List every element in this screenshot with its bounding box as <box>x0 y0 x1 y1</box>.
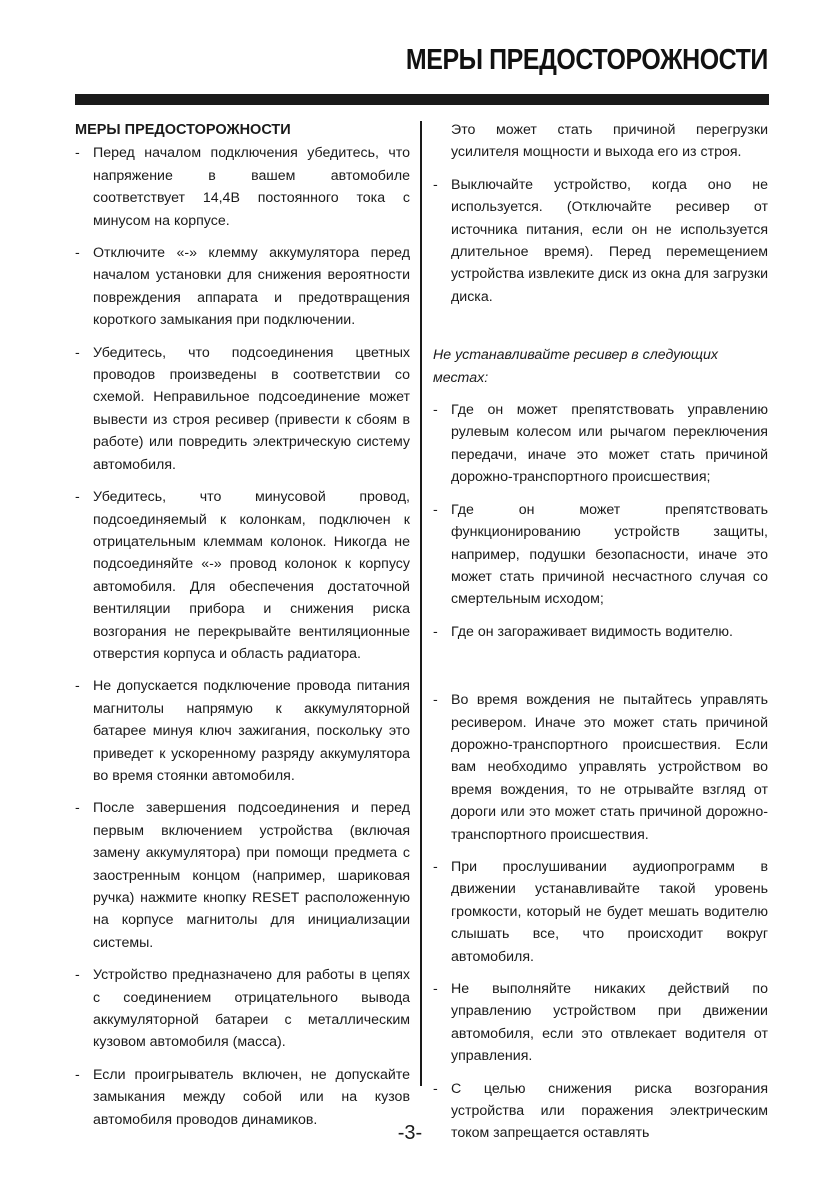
list-item: - Где он может препятствовать управлению рулевым колесом или рычагом переключения передачи, иначе это может стать причиной дорожно-транспортного происшествия; <box>433 399 768 489</box>
list-item: - Устройство предназначено для работы в цепях с соединением отрицательного вывода аккумуляторной батареи с металлическим кузовом автомобиля (масса). <box>75 964 410 1054</box>
list-item: - Если проигрыватель включен, не допускайте замыкания между собой или на кузов автомобиля проводов динамиков. <box>75 1064 410 1131</box>
list-item: - Убедитесь, что минусовой провод, подсоединяемый к колонкам, подключен к отрицательным клеммам колонок. Никогда не подсоединяйте «-» провод колонок к корпусу автомобиля. Для обеспечения достаточной вентиляции прибора и снижения риска возгорания не перекрывайте вентиляционные отверстия корпуса и область радиатора. <box>75 486 410 665</box>
list-item: - Отключите «-» клемму аккумулятора перед началом установки для снижения вероятности повреждения аппарата и предотвращения короткого замыкания при подключении. <box>75 242 410 332</box>
subheading: Не устанавливайте ресивер в следующих местах: <box>433 347 718 386</box>
right-column <box>433 119 768 1155</box>
list-item: - При прослушивании аудиопрограмм в движении устанавливайте такой уровень громкости, который не будет мешать водителю слышать все, что происходит вокруг автомобиля. <box>433 856 768 968</box>
list-item: - Где он может препятствовать функционированию устройств защиты, например, подушки безопасности, иначе это может стать причиной несчастного случая со смертельным исходом; <box>433 499 768 611</box>
list-item: - Убедитесь, что подсоединения цветных проводов произведены в соответствии со схемой. Неправильное подсоединение может вывести из строя ресивер (привести к сбоям в работе) или повредить электрическую систему автомобиля. <box>75 342 410 476</box>
page-number: -3- <box>397 1122 423 1144</box>
list-item: - Не выполняйте никаких действий по управлению устройством при движении автомобиля, если это отвлекает водителя от управления. <box>433 978 768 1068</box>
section-heading: МЕРЫ ПРЕДОСТОРОЖНОСТИ <box>75 122 291 138</box>
continuation-text: Это может стать причиной перегрузки усилителя мощности и выхода его из строя. <box>451 122 768 161</box>
list-item: - Не допускается подключение провода питания магнитолы напрямую к аккумуляторной батарее минуя ключ зажигания, поскольку это приведет к ускоренному разряду аккумулятора во время стоянки автомобиля. <box>75 675 410 787</box>
list-item: - Выключайте устройство, когда оно не используется. (Отключайте ресивер от источника питания, если он не используется длительное время). Перед перемещением устройства извлеките диск из окна для загрузки диска. <box>433 174 768 308</box>
list-item: - Где он загораживает видимость водителю. <box>433 621 768 643</box>
list-item: - После завершения подсоединения и перед первым включением устройства (включая замену аккумулятора) при помощи предмета с заостренным концом (например, шариковая ручка) нажмите кнопку RESET расположенную на корпусе магнитолы для инициализации системы. <box>75 797 410 954</box>
list-item: - Во время вождения не пытайтесь управлять ресивером. Иначе это может стать причиной дорожно-транспортного происшествия. Если вам необходимо управлять устройством во время вождения, то не отрывайте взгляд от дороги или это может стать причиной дорожно-транспортного происшествия. <box>433 689 768 846</box>
header-rule <box>75 94 769 105</box>
list-item: - С целью снижения риска возгорания устройства или поражения электрическим током запрещается оставлять <box>433 1078 768 1145</box>
column-divider <box>420 121 422 1086</box>
list-item: - Перед началом подключения убедитесь, что напряжение в вашем автомобиле соответствует 14,4В постоянного тока с минусом на корпусе. <box>75 142 410 232</box>
left-column <box>75 119 410 1141</box>
page-title: МЕРЫ ПРЕДОСТОРОЖНОСТИ <box>405 44 768 76</box>
